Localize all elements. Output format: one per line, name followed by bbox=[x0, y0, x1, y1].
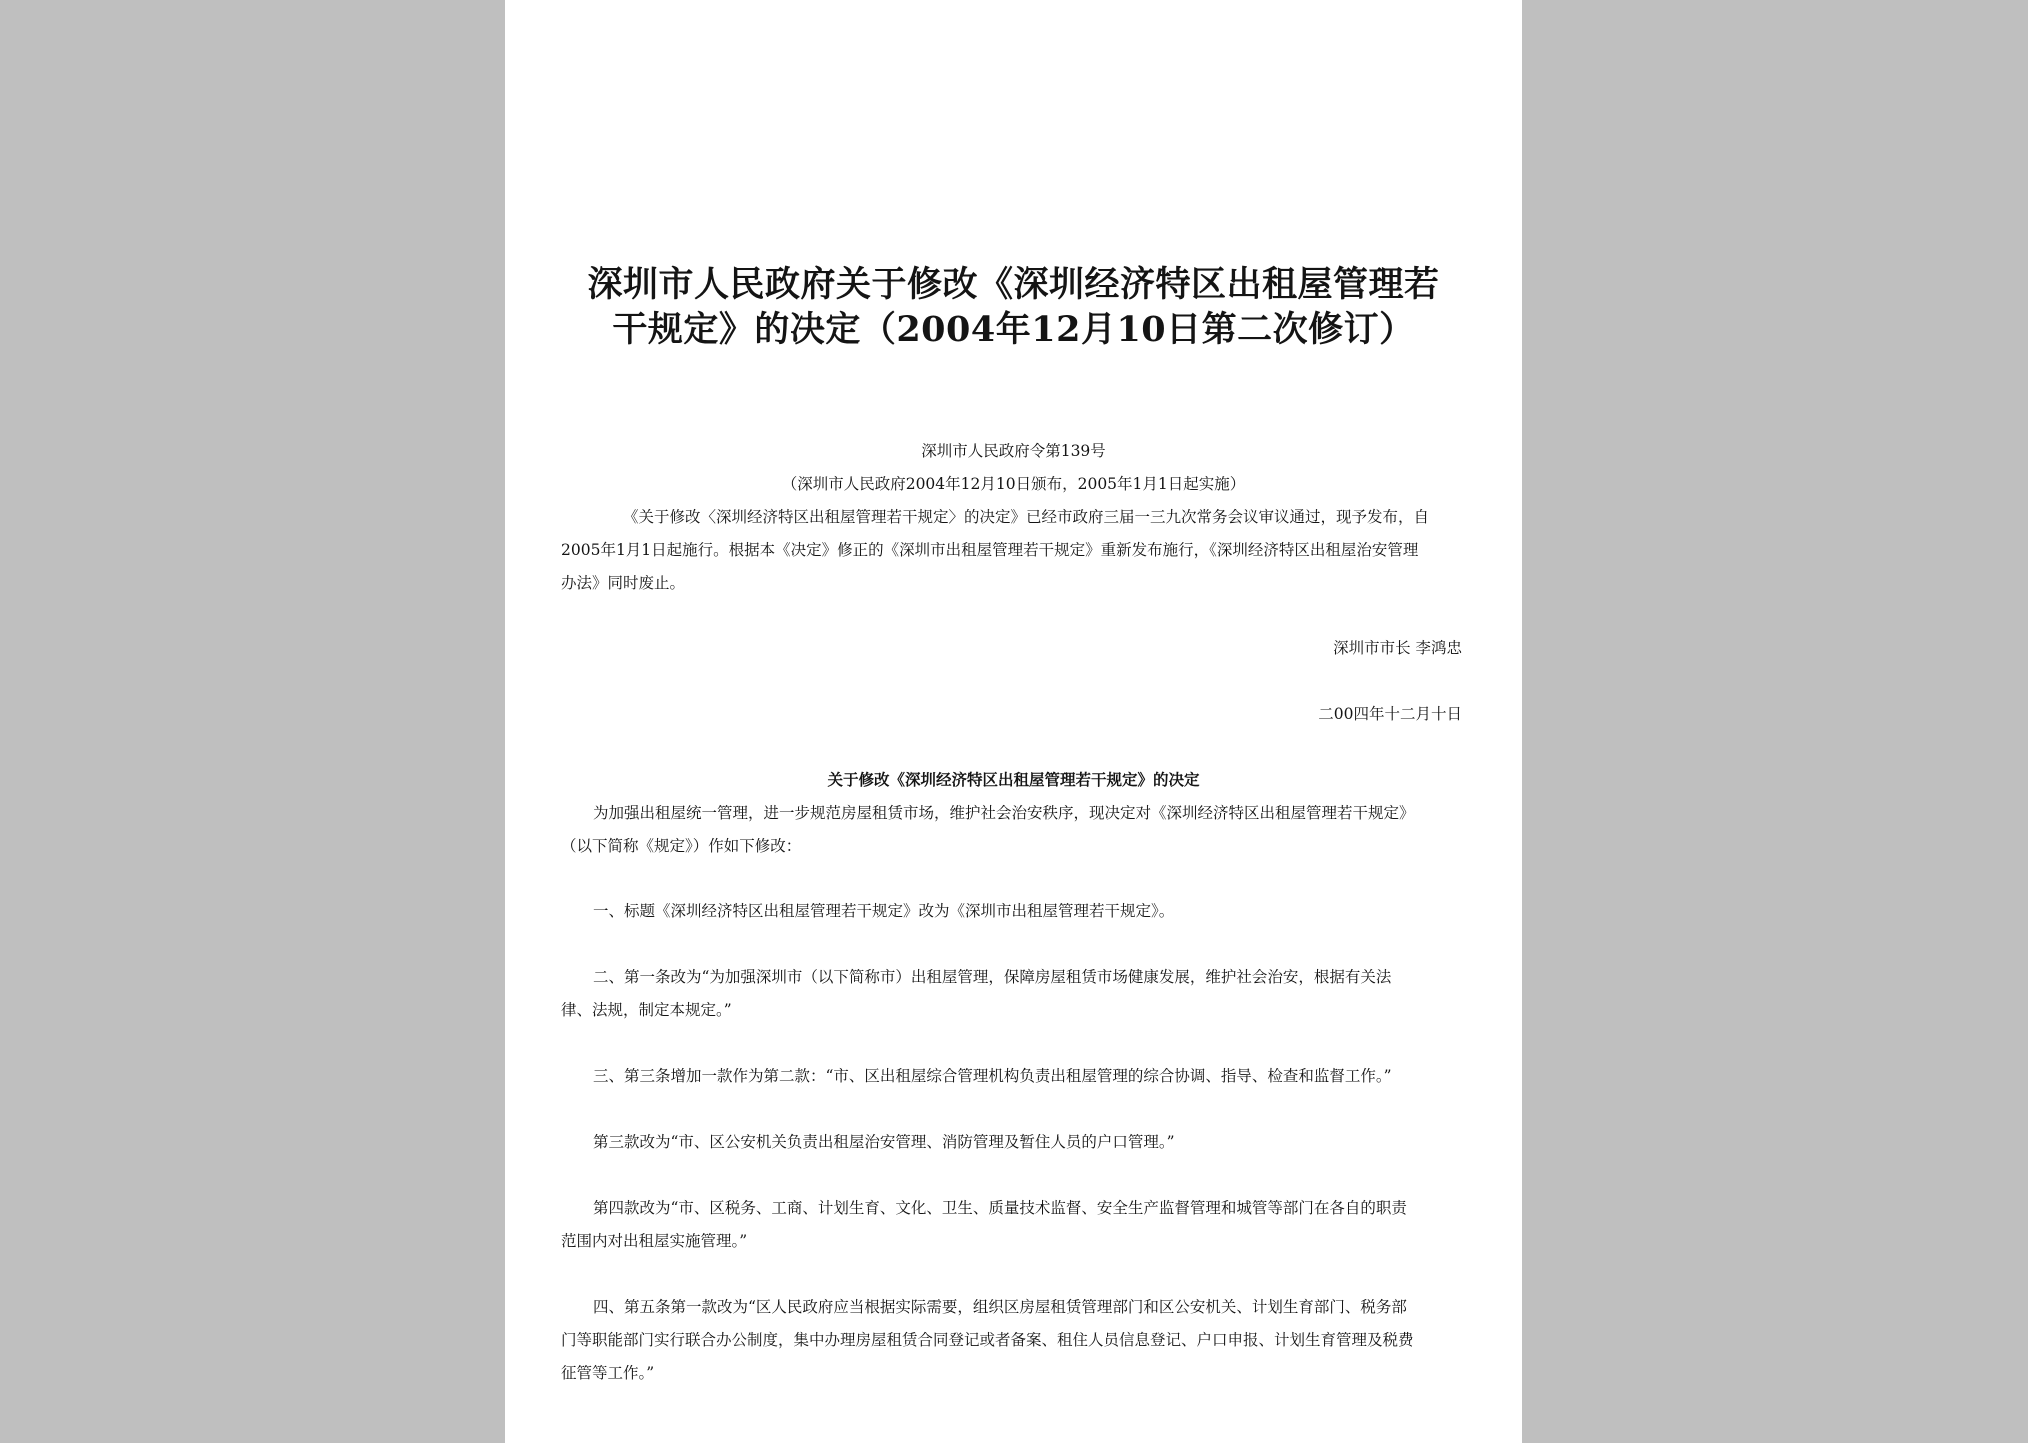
amendment-item-4-line: 征管等工作。” bbox=[561, 1364, 655, 1382]
amendment-item-3-para-3: 第三款改为“市、区公安机关负责出租屋治安管理、消防管理及暂住人员的户口管理。” bbox=[593, 1133, 1175, 1151]
amendment-item-4-line: 四、第五条第一款改为“区人民政府应当根据实际需要，组织区房屋租赁管理部门和区公安机关、计划生育部门、税务部 bbox=[593, 1298, 1407, 1316]
amendment-item-1: 一、标题《深圳经济特区出租屋管理若干规定》改为《深圳市出租屋管理若干规定》。 bbox=[593, 902, 1175, 920]
document-date: 二00四年十二月十日 bbox=[1318, 705, 1462, 723]
decision-heading: 关于修改《深圳经济特区出租屋管理若干规定》的决定 bbox=[827, 770, 1200, 789]
order-number: 深圳市人民政府令第139号 bbox=[921, 442, 1106, 460]
title-line-1: 深圳市人民政府关于修改《深圳经济特区出租屋管理若 bbox=[587, 264, 1440, 305]
preamble-line: 《关于修改〈深圳经济特区出租屋管理若干规定〉的决定》已经市政府三届一三九次常务会议审议通过，现予发布，自 bbox=[623, 508, 1430, 526]
preamble-line: 办法》同时废止。 bbox=[561, 574, 686, 592]
amendment-item-4-line: 门等职能部门实行联合办公制度，集中办理房屋租赁合同登记或者备案、租住人员信息登记、户口申报、计划生育管理及税费 bbox=[561, 1331, 1414, 1349]
document-page bbox=[505, 0, 1522, 1443]
title-line-2: 干规定》的决定（2004年12月10日第二次修订） bbox=[612, 309, 1415, 350]
intro-line: （以下简称《规定》）作如下修改： bbox=[561, 837, 802, 855]
amendment-item-2-line: 律、法规，制定本规定。” bbox=[561, 1001, 732, 1019]
amendment-item-3: 三、第三条增加一款作为第二款：“市、区出租屋综合管理机构负责出租屋管理的综合协调、指导、检查和监督工作。” bbox=[593, 1067, 1392, 1085]
amendment-item-3-para-4-line: 范围内对出租屋实施管理。” bbox=[561, 1232, 748, 1250]
amendment-item-2-line: 二、第一条改为“为加强深圳市（以下简称市）出租屋管理，保障房屋租赁市场健康发展，维护社会治安，根据有关法 bbox=[593, 968, 1392, 986]
promulgation-note: （深圳市人民政府2004年12月10日颁布，2005年1月1日起实施） bbox=[781, 475, 1246, 493]
signature: 深圳市市长 李鸿忠 bbox=[1333, 639, 1462, 657]
document-title bbox=[565, 262, 1462, 352]
amendment-item-3-para-4-line: 第四款改为“市、区税务、工商、计划生育、文化、卫生、质量技术监督、安全生产监督管理和城管等部门在各自的职责 bbox=[593, 1199, 1407, 1217]
preamble-line: 2005年1月1日起施行。根据本《决定》修正的《深圳市出租屋管理若干规定》重新发布施行，《深圳经济特区出租屋治安管理 bbox=[561, 541, 1419, 559]
intro-line: 为加强出租屋统一管理，进一步规范房屋租赁市场，维护社会治安秩序，现决定对《深圳经济特区出租屋管理若干规定》 bbox=[593, 804, 1415, 822]
